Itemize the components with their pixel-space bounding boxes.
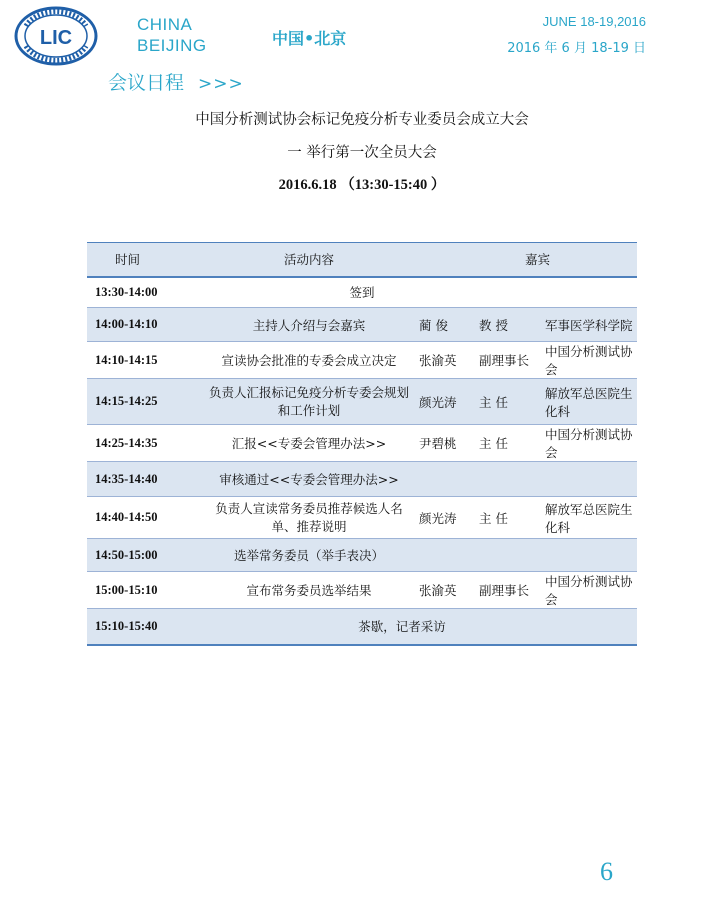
header-time: 时间 [115, 252, 141, 268]
header-city-name-en: BEIJING [137, 36, 207, 55]
agenda-table [87, 242, 637, 646]
header-date-cn: 2016 年 6 月 18-19 日 [507, 41, 646, 56]
header-city-cn: 中国•北京 [272, 29, 347, 48]
section-heading [108, 68, 244, 95]
table-row [87, 462, 637, 497]
table-row [87, 308, 637, 342]
table-row [87, 277, 637, 308]
row-time: 13:30-14:00 [95, 284, 158, 299]
row-guest-name: 颜光涛 [419, 510, 457, 526]
row-guest-title: 副理事长 [479, 583, 530, 598]
row-guest-title: 主 任 [479, 510, 508, 526]
row-activity: 负责人宣读常务委员推荐候选人名单、推荐说明 [215, 500, 403, 534]
table-row [87, 539, 637, 572]
meeting-date-time: 2016.6.18 （13:30-15:40 ） [278, 177, 446, 193]
table-row [87, 572, 637, 609]
row-guest-title [475, 539, 541, 572]
row-guest-org [541, 462, 637, 497]
row-time: 14:35-14:40 [95, 471, 158, 486]
organization-logo [14, 6, 98, 66]
row-guest-org [541, 539, 637, 572]
section-arrows: >>> [198, 74, 244, 94]
row-guest-name: 颜光涛 [419, 394, 457, 410]
agenda-header-row [87, 243, 637, 277]
table-row [87, 379, 637, 425]
row-guest-name: 张渝英 [419, 353, 457, 368]
row-guest-title [475, 462, 541, 497]
row-activity: 负责人汇报标记免疫分析专委会规划和工作计划 [209, 384, 410, 418]
header-country-en: CHINA [137, 15, 193, 34]
row-time: 14:10-14:15 [95, 352, 158, 367]
header-city-en [137, 14, 207, 56]
row-time: 14:15-14:25 [95, 394, 158, 408]
table-row [87, 342, 637, 379]
row-activity: 审核通过<<专委会管理办法>> [219, 472, 399, 487]
row-time: 15:00-15:10 [95, 582, 158, 597]
row-activity: 宣读协会批准的专委会成立决定 [221, 353, 397, 368]
header-date-en: JUNE 18-19,2016 [542, 14, 646, 29]
svg-text:LIC: LIC [39, 27, 73, 49]
header-activity: 活动内容 [283, 252, 334, 268]
table-row [87, 609, 637, 645]
row-activity: 主持人介绍与会嘉宾 [252, 317, 366, 333]
row-guest-org: 中国分析测试协会 [545, 344, 633, 377]
row-guest-org: 解放军总医院生化科 [545, 501, 633, 535]
meeting-subtitle: 一 举行第一次全员大会 [287, 145, 437, 161]
table-row [87, 425, 637, 462]
row-guest-title: 教 授 [479, 317, 508, 333]
row-guest-name [415, 539, 475, 572]
meeting-title: 中国分析测试协会标记免疫分析专业委员会成立大会 [195, 112, 529, 128]
row-activity: 汇报<<专委会管理办法>> [231, 436, 387, 451]
row-activity: 选举常务委员（举手表决） [233, 548, 384, 563]
row-guest-org: 解放军总医院生化科 [545, 385, 633, 419]
row-activity: 宣布常务委员选举结果 [246, 583, 372, 598]
row-guest-name: 张渝英 [419, 583, 457, 598]
page-number: 6 [600, 857, 613, 886]
row-activity: 茶歇，记者采访 [358, 619, 446, 635]
row-guest-org: 中国分析测试协会 [545, 427, 633, 460]
row-time: 14:40-14:50 [95, 510, 158, 524]
row-guest-name [415, 462, 475, 497]
row-guest-name: 蔺 俊 [419, 317, 448, 333]
row-guest-org: 中国分析测试协会 [545, 574, 633, 607]
row-activity: 签到 [349, 285, 375, 301]
row-guest-name: 尹碧桃 [419, 436, 457, 451]
row-time: 15:10-15:40 [95, 618, 158, 633]
row-guest-title: 主 任 [479, 394, 508, 410]
row-time: 14:50-15:00 [95, 547, 158, 562]
row-guest-org: 军事医学科学院 [545, 317, 633, 333]
row-guest-title: 副理事长 [479, 353, 530, 368]
table-row [87, 497, 637, 539]
row-guest-title: 主 任 [479, 436, 508, 451]
header-guest: 嘉宾 [525, 252, 551, 268]
section-title: 会议日程 [108, 72, 185, 94]
row-time: 14:25-14:35 [95, 435, 158, 450]
row-time: 14:00-14:10 [95, 317, 158, 331]
